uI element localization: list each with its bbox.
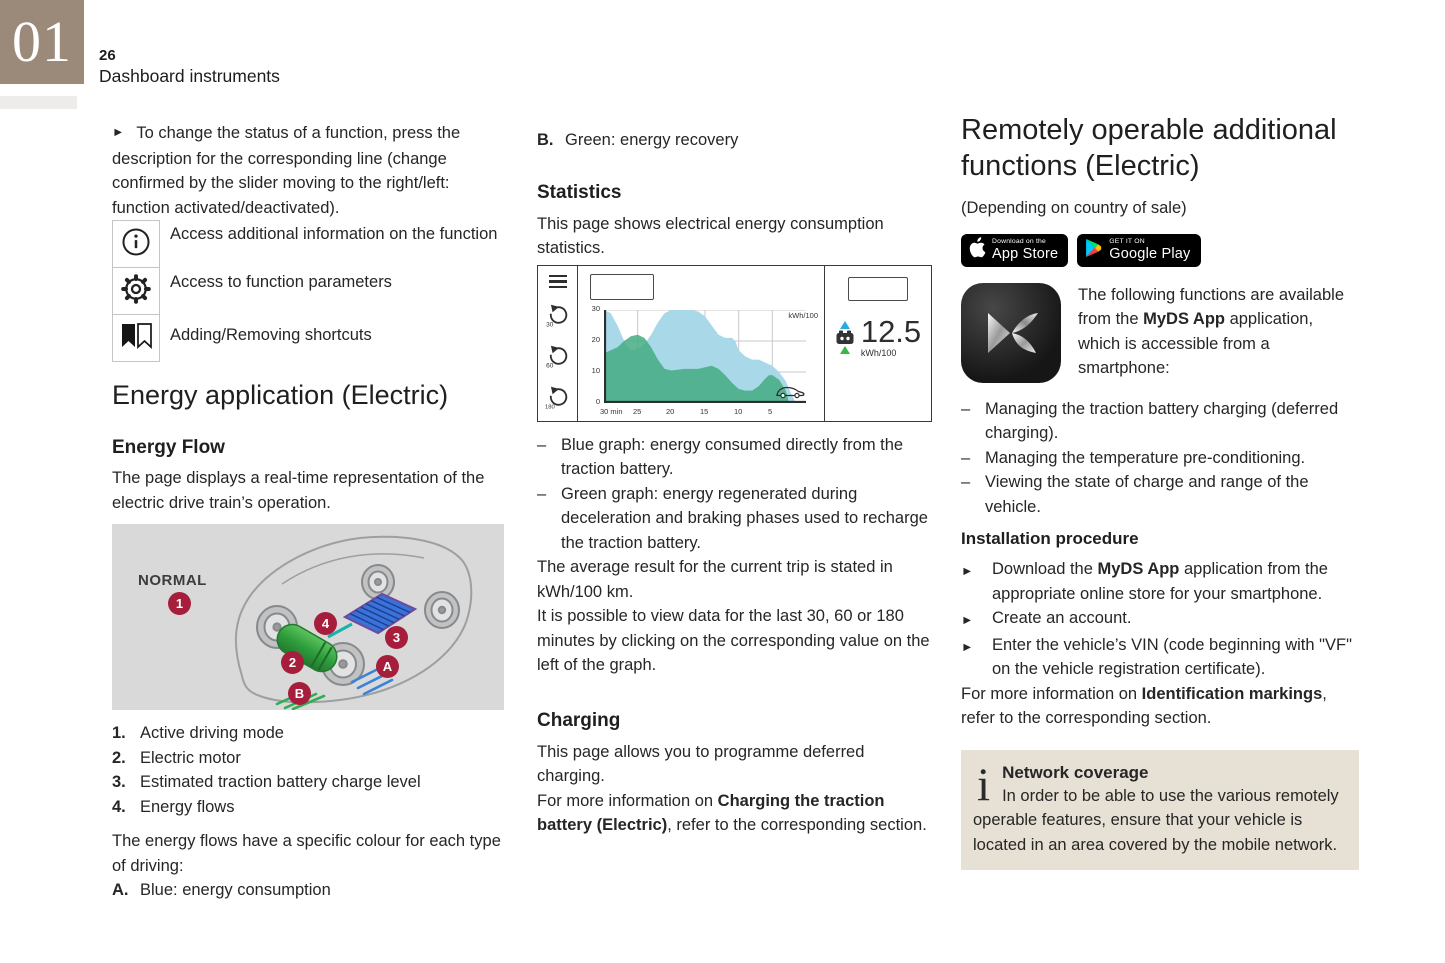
store-badges [961,234,1359,267]
statistics-notes [537,433,933,678]
icon-row-shortcuts [112,315,506,362]
column-1 [112,120,506,903]
bookmarks-icon [118,322,154,355]
energy-flow-diagram [112,524,504,710]
diagram-legend [112,721,506,819]
legend-item [112,721,506,746]
stats-average-panel [824,266,931,421]
y-tick: 10 [591,365,600,375]
icon-label: Adding/Removing shortcuts [170,326,372,344]
remote-functions-title: Remotely operable additional functions (Electric) [961,114,1337,182]
app-store-badge[interactable] [961,234,1068,267]
legend-num: 4. [112,797,126,816]
x-tick: 15 [700,406,709,416]
badge-store-name: Google Play [1109,246,1191,262]
view-note: It is possible to view data for the last 30, 60 or 180 minutes by clicking on the corresponding value on the left of the graph. [537,607,930,674]
x-tick: 25 [633,406,642,416]
y-tick: 20 [591,334,600,344]
svg-text:60: 60 [545,362,553,369]
statistics-intro: This page shows electrical energy consumption statistics. [537,214,884,257]
legend-text: Electric motor [140,748,241,767]
diagram-marker-2: 2 [281,651,304,674]
legend-num: 1. [112,724,126,742]
gear-icon-cell [112,267,160,315]
note-item [537,433,933,482]
stats-tab-box [590,274,654,300]
legend-num: 2. [112,748,126,767]
page-number: 26 [99,47,116,64]
installation-step [961,606,1359,633]
step-text: Download the MyDS App application from the appropriate online store for your smartphone. [992,560,1328,603]
legend-text: Energy flows [140,797,235,816]
icon-label: Access to function parameters [170,273,392,291]
installation-steps [961,557,1359,731]
google-play-icon [1085,238,1103,263]
average-consumption-value: 12.5 [860,313,922,349]
dash-bullet: – [537,484,547,503]
google-play-badge[interactable] [1077,234,1200,267]
myds-app-intro [1078,283,1359,383]
info-icon-cell [112,220,160,268]
diagram-marker-4: 4 [314,612,337,635]
step-arrow: ► [961,564,974,578]
intro-text: To change the status of a function, press the description for the corresponding line (change confirmed by the slider moving to the right/left: function activated/deactivated). [112,124,461,217]
text-segment: , refer to the corresponding section. [961,684,1327,727]
stats-sidebar [538,266,578,421]
energy-flow-heading: Energy Flow [112,437,225,458]
installation-step [961,557,1359,606]
country-note: (Depending on country of sale) [961,199,1187,217]
driving-mode-label: NORMAL [138,572,207,589]
bold-cross-reference: Charging the traction battery (Electric) [537,791,885,834]
colour-item-b [537,128,933,153]
function-text: Managing the temperature pre-conditioning. [985,448,1306,467]
legend-text: Active driving mode [140,724,284,742]
battery-charge-icon [835,321,855,354]
colours-intro: The energy flows have a specific colour for each type of driving: [112,832,501,875]
colour-item-a [112,878,506,903]
icon-label: Access additional information on the function [170,225,498,243]
badge-text [992,238,1058,262]
step-arrow: ► [961,613,974,627]
legend-text: Estimated traction battery charge level [140,773,421,791]
intro-paragraph [112,121,506,220]
dash-bullet: – [961,399,971,418]
colour-letter: B. [537,131,554,149]
badge-tagline: GET IT ON [1109,238,1145,245]
x-tick: 30 min [600,406,623,416]
info-icon [120,226,152,263]
text-segment: application, which is accessible from a smartphone: [1078,310,1314,377]
statistics-screen-figure [537,265,932,422]
duration-180-icon [545,384,571,415]
action-arrow-bullet: ► [112,125,125,139]
diagram-marker-1: 1 [168,592,191,615]
chapter-number: 01 [12,9,72,74]
text-segment: For more information on [961,684,1142,703]
icon-row-settings [112,268,506,315]
myds-app-icon [961,283,1061,383]
column-2 [537,120,933,838]
infobox-text: In order to be able to use the various remotely operable features, ensure that your vehicle is located in an area covered by the mobile network. [973,786,1339,854]
step-text: Enter the vehicle’s VIN (code beginning with "VF" on the vehicle registration certificate). [992,635,1352,678]
badge-store-name: App Store [992,246,1059,262]
diagram-marker-3: 3 [385,626,408,649]
car-icon [774,384,806,404]
duration-30-icon [545,302,571,333]
average-note: The average result for the current trip is stated in kWh/100 km. [537,558,893,601]
badge-text [1109,238,1190,262]
dash-bullet: – [537,435,547,454]
information-icon: i [977,758,991,811]
colour-text: Blue: energy consumption [140,881,331,899]
x-tick: 10 [734,406,743,416]
bookmarks-icon-cell [112,314,160,362]
y-tick: 0 [595,396,600,406]
legend-item [112,746,506,771]
x-tick: 20 [666,406,675,416]
installation-step [961,633,1359,682]
legend-num: 3. [112,773,126,791]
section-title: Energy application (Electric) [112,380,449,410]
function-item [961,397,1359,446]
dash-bullet: – [961,473,971,491]
charging-intro: This page allows you to programme deferred charging. [537,742,865,785]
function-item [961,470,1359,519]
energy-flow-intro: The page displays a real-time representation of the electric drive train’s operation. [112,469,485,512]
dash-bullet: – [961,448,971,467]
remote-functions-list [961,397,1359,520]
step-text: Create an account. [992,609,1132,627]
diagram-marker-B: B [288,682,311,705]
note-text: Green graph: energy regenerated during deceleration and braking phases used to recharge the traction battery. [561,484,928,552]
network-coverage-infobox [961,750,1359,871]
menu-icon [549,275,567,292]
chapter-tab-shadow [0,96,77,109]
bold-cross-reference: Identification markings [1141,684,1323,703]
charging-heading: Charging [537,709,621,731]
function-text: Viewing the state of charge and range of the vehicle. [985,473,1309,516]
step-arrow: ► [961,639,974,654]
x-tick: 5 [768,406,773,416]
statistics-heading: Statistics [537,181,622,203]
y-tick: 30 [591,303,600,313]
diagram-marker-A: A [376,655,399,678]
infobox-heading: Network coverage [1002,762,1149,782]
gear-icon [120,273,152,310]
badge-tagline: Download on the [992,238,1047,245]
function-text: Managing the traction battery charging (deferred charging). [985,399,1339,442]
apple-icon [969,237,986,263]
colour-letter: A. [112,881,129,899]
column-3 [961,112,1359,870]
chapter-tab [0,0,84,84]
car-illustration [112,524,504,710]
charging-more [537,789,933,838]
bold-app-name: MyDS App [1143,310,1225,328]
installation-more [961,682,1359,731]
legend-item [112,795,506,820]
chapter-title: Dashboard instruments [99,66,280,86]
average-tab-box [848,277,908,301]
installation-heading: Installation procedure [961,529,1139,548]
note-item [537,482,933,556]
svg-text:30: 30 [545,321,553,328]
stats-chart-area [578,266,824,421]
duration-60-icon [545,343,571,374]
svg-text:180: 180 [544,404,555,410]
touchscreen-icon-table [112,220,506,362]
icon-row-info [112,220,506,268]
average-consumption-unit: kWh/100 [860,347,897,358]
legend-item [112,770,506,795]
chart-unit-label: kWh/100 [788,310,818,320]
text-segment: , refer to the corresponding section. [667,816,927,834]
myds-app-block [961,283,1359,383]
note-text: Blue graph: energy consumed directly from the traction battery. [561,435,904,478]
text-segment: For more information on [537,791,718,810]
text-segment: The following functions are available from the [1078,285,1344,328]
colour-text: Green: energy recovery [565,131,739,149]
function-item [961,446,1359,471]
